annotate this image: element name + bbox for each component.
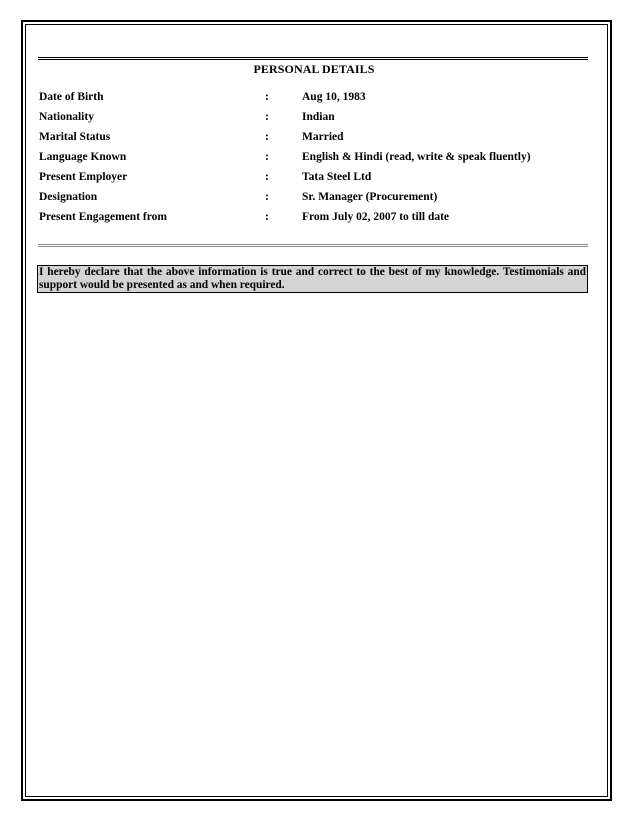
detail-separator: : xyxy=(265,111,269,123)
declaration-box xyxy=(37,265,588,293)
detail-separator: : xyxy=(265,211,269,223)
detail-value: Aug 10, 1983 xyxy=(302,91,366,103)
detail-row-marital-status xyxy=(0,131,638,147)
section-heading: PERSONAL DETAILS xyxy=(253,62,375,76)
detail-value: From July 02, 2007 to till date xyxy=(302,211,450,223)
detail-separator: : xyxy=(265,131,269,143)
detail-row-date-of-birth xyxy=(0,91,638,107)
detail-label: Present Engagement from xyxy=(39,211,167,223)
detail-label: Language Known xyxy=(39,151,127,163)
detail-label: Marital Status xyxy=(39,131,111,143)
detail-label: Nationality xyxy=(39,111,94,123)
detail-separator: : xyxy=(265,171,269,183)
detail-value: Tata Steel Ltd xyxy=(302,171,372,183)
declaration-text: I hereby declare that the above information is true and correct to the best of my knowledge. Testimonials and support would be presented as and when required. xyxy=(39,266,586,291)
bottom-section-rule xyxy=(38,244,588,247)
detail-separator: : xyxy=(265,191,269,203)
detail-value: English & Hindi (read, write & speak fluently) xyxy=(302,151,531,163)
detail-value: Sr. Manager (Procurement) xyxy=(302,191,438,203)
detail-separator: : xyxy=(265,91,269,103)
detail-separator: : xyxy=(265,151,269,163)
top-section-rule xyxy=(38,57,588,60)
detail-value: Indian xyxy=(302,111,335,123)
detail-label: Date of Birth xyxy=(39,91,104,103)
detail-label: Present Employer xyxy=(39,171,128,183)
detail-row-present-employer xyxy=(0,171,638,187)
detail-label: Designation xyxy=(39,191,98,203)
detail-value: Married xyxy=(302,131,344,143)
detail-row-designation xyxy=(0,191,638,207)
detail-row-language-known xyxy=(0,151,638,167)
detail-row-present-engagement xyxy=(0,211,638,227)
detail-row-nationality xyxy=(0,111,638,127)
